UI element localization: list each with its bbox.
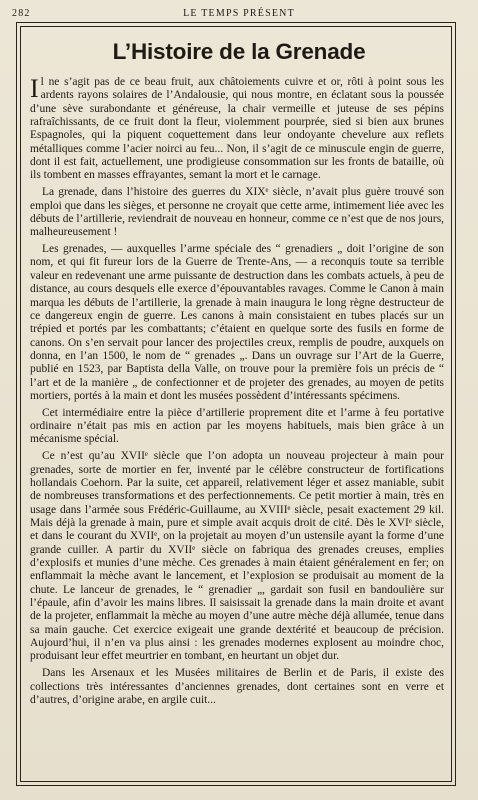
article-title: L’Histoire de la Grenade — [112, 39, 366, 64]
article-paragraph: Les grenades, — auxquelles l’arme spéciale des “ grenadiers „ doit l’origine de son nom, et qui fit fureur lors de la Guerre de Trente-Ans, — a reconquis toute sa terrible valeur en redevenant une arme puissante de destruction dans les combats actuels, à peu de distance, au cours desquels elle exerce d’épouvantables ravages. Comme le Canon à main marqua les débuts de l’artillerie, la grenade à main inaugura le long règne destructeur de ce dangereux engin de guerre. Les canons à main consistaient en tubes placés sur un trépied et portés par les combattants; c’étaient en quelque sorte des fusils en forme de canons. On s’en servait pour lancer des projectiles creux, remplis de poudre, auxquels on donna, en l’an 1500, le nom de “ grenades „. Dans un ouvrage sur l’Art de la Guerre, publié en 1523, par Baptista della Valle, on trouve pour la première fois un précis de “ l’art et de la manière „ de confectionner et de projeter des grenades, au moyen de petits mortiers, portés à la main et dont les musées possèdent d’intéressants spécimens. — [30, 243, 444, 402]
article-paragraph: Ce n’est qu’au XVIIᵉ siècle que l’on adopta un nouveau projecteur à main pour grenades, sorte de mortier en fer, inventé par le célèbre constructeur de fortifications hollandais Coehorn. Par la suite, cet appareil, relativement léger et assez maniable, subit de nombreuses transformations et des perfectionnements. Ce petit mortier à main, très en usage dans l’armée sous Frédéric-Guillaume, au XVIIIᵉ siècle, pesait exactement 29 kil. Mais déjà la grenade à main, pure et simple avait acquis droit de cité. Dès le XVIᵉ siècle, et dans le courant du XVIIᵉ, on la projetait au moyen d’un ustensile ayant la forme d’une grande cuiller. A partir du XVIIᵉ siècle on fabriqua des grenades creuses, emplies d’explosifs et munies d’une mèche. Ces grenades à main étaient généralement en fer; on enflammait la mèche avant le lancement, et l’explosion se produisait au moment de la chute. Le lanceur de grenades, le “ grenadier „, gardait son fusil en bandoulière sur l’épaule, afin d’avoir les mains libres. Il saisissait la grenade dans la main droite et avant de la projeter, enflammait la mèche au moyen d’une autre mèche déjà allumée, tenue dans sa main gauche. Cet exercice exigeait une grande dextérité et beaucoup de précision. Aujourd’hui, il n’en va plus ainsi : les grenades modernes explosent au moindre choc, produisant leur effet meurtrier en tombant, en heurtant un objet dur. — [30, 450, 444, 663]
drop-cap: I — [30, 74, 39, 103]
article-body — [30, 76, 444, 711]
article-paragraph: La grenade, dans l’histoire des guerres du XIXᵉ siècle, n’avait plus guère trouvé son emploi que dans les sièges, et personne ne croyait que cette arme, intimement liée avec les débuts de l’artillerie, reviendrait de nouveau en honneur, comme ce n’est que de nos jours, malheureusement ! — [30, 186, 445, 239]
running-head — [12, 8, 466, 22]
article-paragraph: Dans les Arsenaux et les Musées militaires de Berlin et de Paris, il existe des collections très intéressantes d’anciennes grenades, dont certaines sont en verre et d’autres, d’origine arabe, en argile cuit... — [30, 667, 444, 706]
page-number: 282 — [12, 8, 31, 19]
paragraph-text: l ne s’agit pas de ce beau fruit, aux châtoiements cuivre et or, rôti à point sous les ardents rayons solaires de l’Andalousie, qui nous montre, en éclatant sous la poussée d’une sève surabondante et généreuse, la chair vermeille et juteuse de ses pépins rafraîchissants, de ce fruit dont la fleur, violemment pourprée, sied si bien aux brunes Espagnoles, qui la piquent coquettement dans leur ondoyante chevelure aux reflets métalliques comme l’acier noirci au feu... Non, il s’agit de ce minuscule engin de guerre, dont il est fait, actuellement, une prodigieuse consommation sur les fronts de bataille, où ils tombent en masses effrayantes, semant la mort et le carnage. — [30, 76, 444, 182]
journal-title: LE TEMPS PRÉSENT — [183, 8, 295, 19]
article-paragraph — [30, 76, 444, 183]
article-paragraph: Cet intermédiaire entre la pièce d’artillerie proprement dite et l’arme à feu portative ordinaire n’était pas mis en action par les moyens habituels, mais bien grâce à un mécanisme spécial. — [30, 406, 444, 446]
